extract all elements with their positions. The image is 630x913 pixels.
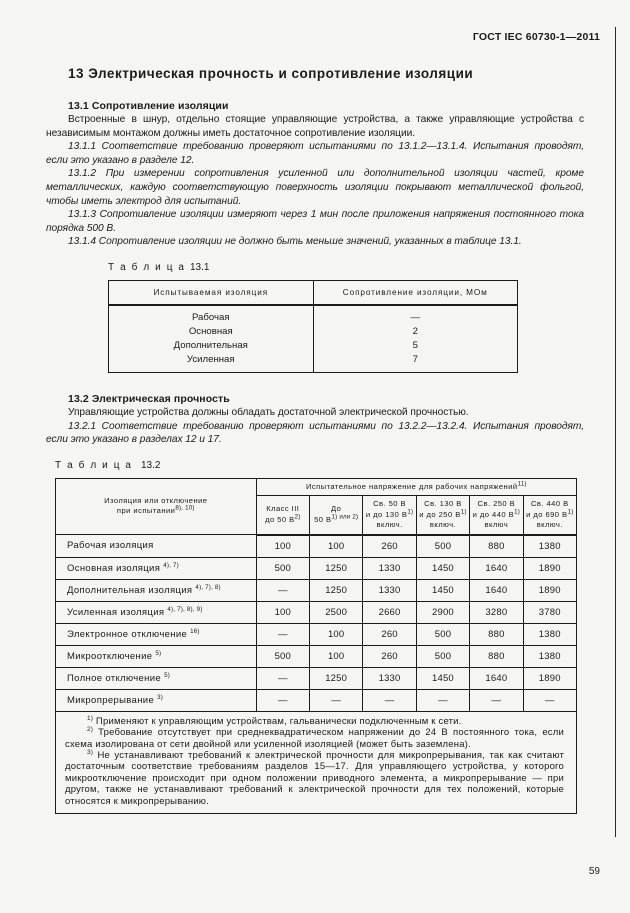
cell-value: 500	[256, 645, 309, 667]
cell-value: 1640	[470, 579, 523, 601]
table-row	[56, 601, 577, 623]
cell-value: 1640	[470, 667, 523, 689]
col-line3: включ.	[429, 520, 457, 530]
table-13-2-col-row-label	[56, 478, 257, 535]
group-title-sup: 11)	[517, 480, 527, 488]
cell-value: 1380	[523, 535, 576, 558]
row-label	[56, 623, 257, 645]
cell-resistance: —	[410, 311, 421, 323]
col-sup: 2)	[294, 513, 301, 521]
row-label-line2: при испытании	[116, 506, 176, 516]
table-13-1-header-row	[109, 280, 518, 305]
table-row	[56, 667, 577, 689]
col-line1: Св. 130 В	[424, 499, 462, 509]
col-line2: до 50 В	[265, 514, 295, 524]
footnote-3	[65, 750, 564, 807]
cell-value: —	[470, 689, 523, 711]
cell-value: 500	[416, 535, 469, 558]
col-line2: и до 440 В	[472, 509, 515, 519]
cell-value: 1330	[363, 579, 416, 601]
cell-value: 880	[470, 623, 523, 645]
col-sup: 1)	[460, 508, 467, 516]
section-title: 13 Электрическая прочность и сопротивление изоляции	[68, 66, 474, 81]
table-13-1-caption	[108, 262, 584, 273]
cell-value: 1330	[363, 557, 416, 579]
cell-value: 1250	[309, 579, 362, 601]
cell-insulation: Дополнительная	[109, 338, 314, 352]
group-title-text: Испытательное напряжение для рабочих напряжений	[305, 481, 518, 491]
cell-value: 260	[363, 645, 416, 667]
paragraph-13-1-3: 13.1.3 Сопротивление изоляции измеряют через 1 мин после приложения напряжения постоянного тока порядка 500 В.	[46, 209, 584, 234]
table-row	[56, 535, 577, 558]
table-13-2-wrapper	[55, 478, 577, 814]
table-13-2	[55, 478, 577, 814]
row-label-sup: 3)	[157, 693, 163, 701]
paragraph-13-1-4: 13.1.4 Сопротивление изоляции не должно быть меньше значений, указанных в таблице 13.1.	[68, 236, 522, 248]
table-row	[56, 645, 577, 667]
cell-value: 1890	[523, 557, 576, 579]
row-label	[56, 579, 257, 601]
footnote-1	[65, 716, 564, 727]
table-13-1-wrapper	[108, 280, 518, 373]
cell-value: 880	[470, 645, 523, 667]
col-line1: Св. 250 В	[477, 499, 516, 509]
table-13-2-col-4	[416, 496, 469, 535]
table-13-1-caption-word: Т а б л и ц а	[108, 261, 186, 273]
col-sup: 1)	[407, 508, 414, 516]
row-label	[56, 689, 257, 711]
row-label-sup: 16)	[190, 627, 200, 635]
col-line1: До	[331, 504, 342, 514]
footnote-2	[65, 727, 564, 750]
table-13-2-col-2	[309, 496, 362, 535]
cell-value: 1450	[416, 579, 469, 601]
footnote-3-text: Не устанавливают требований к электрической прочности для микропрерывания, так как считают достаточным соответствие требованиям разделов 15—17. Для управляющего устройства, у которого микроотключение происходит при одном положении приводного элемента, а микропрерывание — при другом, также не устанавливают требований к электрической прочности для тех положений, которые относятся к микропрерыванию.	[65, 749, 564, 807]
cell-value: 500	[416, 645, 469, 667]
paragraph-13-2-intro: Управляющие устройства должны обладать достаточной электрической прочностью.	[68, 406, 469, 418]
cell-value: 2660	[363, 601, 416, 623]
row-label-text: Усиленная изоляция	[67, 606, 168, 618]
table-13-2-col-6	[523, 496, 576, 535]
cell-value: 500	[416, 623, 469, 645]
cell-value: 1330	[363, 667, 416, 689]
row-label-text: Рабочая изоляция	[67, 540, 154, 552]
col-line2: 50 В	[314, 514, 332, 524]
col-line2: и до 250 В	[419, 509, 461, 519]
cell-value: 3280	[470, 601, 523, 623]
cell-value: —	[416, 689, 469, 711]
col-line3: включ	[484, 520, 509, 530]
cell-value: 1450	[416, 557, 469, 579]
table-row	[109, 324, 518, 338]
cell-value: 2500	[309, 601, 362, 623]
cell-value: 1250	[309, 667, 362, 689]
row-label-sup: 4), 7)	[163, 561, 179, 569]
col-line2: и до 130 В	[365, 509, 408, 519]
cell-value: 880	[470, 535, 523, 558]
cell-value: 500	[256, 557, 309, 579]
row-label	[56, 557, 257, 579]
table-13-2-caption-word: Т а б л и ц а	[55, 459, 133, 471]
footnote-3-marker: 3)	[87, 748, 94, 756]
cell-value: 1380	[523, 645, 576, 667]
cell-value: —	[256, 579, 309, 601]
table-13-1-col-resistance: Сопротивление изоляции, МОм	[313, 280, 518, 305]
row-label	[56, 667, 257, 689]
cell-resistance: 7	[412, 353, 418, 365]
row-label-text: Электронное отключение	[67, 628, 191, 640]
cell-value: 260	[363, 623, 416, 645]
page-number: 59	[588, 866, 600, 877]
table-13-1-caption-number: 13.1	[189, 261, 210, 273]
cell-value: 3780	[523, 601, 576, 623]
cell-value: —	[309, 689, 362, 711]
col-line3: включ.	[376, 520, 403, 530]
paragraph-13-1-intro: Встроенные в шнур, отдельно стоящие управляющие устройства, а также управляющие устройства с независимым монтажом должны иметь достаточное сопротивление изоляции.	[46, 114, 584, 139]
paragraph-13-1-1: 13.1.1 Соответствие требованию проверяют испытаниями по 13.1.2—13.1.4. Испытания проводят, если это указано в разделе 12.	[46, 141, 584, 166]
table-row	[56, 557, 577, 579]
table-row	[109, 305, 518, 325]
cell-value: —	[256, 689, 309, 711]
col-line2: и до 690 В	[526, 509, 568, 519]
row-label-text: Основная изоляция	[67, 562, 164, 574]
cell-resistance: 5	[412, 339, 418, 351]
col-line1: Св. 440 В	[530, 499, 569, 509]
cell-value: 100	[309, 535, 362, 558]
col-sup: 1) или 2)	[331, 513, 359, 521]
col-line1: Св. 50 В	[373, 499, 407, 509]
table-13-2-col-5	[470, 496, 523, 535]
table-13-2-col-1	[256, 496, 309, 535]
table-13-1	[108, 280, 518, 373]
table-row	[56, 579, 577, 601]
cell-value: 100	[309, 623, 362, 645]
cell-value: 1890	[523, 667, 576, 689]
paragraph-13-2-1: 13.2.1 Соответствие требованию проверяют испытаниями по 13.2.2—13.2.4. Испытания проводят, если это указано в разделах 12 и 17.	[46, 420, 584, 446]
cell-resistance: 2	[412, 325, 418, 337]
cell-value: 100	[256, 601, 309, 623]
cell-value: 100	[256, 535, 309, 558]
row-label	[56, 601, 257, 623]
footnote-1-marker: 1)	[87, 714, 94, 722]
table-13-2-caption	[55, 460, 584, 471]
row-label-sup: 5)	[155, 649, 162, 657]
col-line3: включ.	[536, 520, 563, 530]
row-label-text: Полное отключение	[67, 672, 165, 684]
cell-value: 1250	[309, 557, 362, 579]
table-13-2-col-3	[363, 496, 416, 535]
table-row	[109, 338, 518, 352]
footnote-1-text: Применяют к управляющим устройствам, гальванически подключенным к сети.	[93, 715, 462, 727]
table-row	[56, 689, 577, 711]
cell-value: —	[256, 667, 309, 689]
cell-insulation: Усиленная	[109, 352, 314, 372]
table-13-2-caption-number: 13.2	[140, 459, 161, 471]
row-label	[56, 645, 257, 667]
footnote-2-text: Требование отсутствует при среднеквадратическом напряжении до 24 В постоянного тока, если схема изолирована от сети двойной или усиленной изоляцией (может быть заземлена).	[65, 727, 564, 750]
table-13-2-body	[56, 535, 577, 814]
document-standard-header: ГОСТ IEC 60730-1—2011	[472, 31, 600, 43]
row-label-text: Дополнительная изоляция	[67, 584, 196, 596]
page-frame-right-rule	[615, 27, 616, 837]
cell-value: 1450	[416, 667, 469, 689]
cell-insulation: Основная	[109, 324, 314, 338]
cell-value: 100	[309, 645, 362, 667]
table-13-1-col-insulation: Испытываемая изоляция	[109, 280, 314, 305]
row-label-text: Микроотключение	[67, 650, 156, 662]
cell-value: —	[256, 623, 309, 645]
table-13-2-notes-row	[56, 711, 577, 813]
cell-value: 1380	[523, 623, 576, 645]
col-sup: 1)	[567, 508, 574, 516]
table-row	[56, 623, 577, 645]
row-label-sup: 8), 10)	[175, 504, 195, 512]
col-sup: 1)	[514, 508, 521, 516]
page-content	[46, 66, 584, 814]
subsection-13-1-heading: 13.1 Сопротивление изоляции	[68, 100, 229, 112]
table-13-2-header-row-1	[56, 478, 577, 496]
subsection-13-2-heading: 13.2 Электрическая прочность	[68, 392, 230, 405]
row-label-sup: 5)	[164, 671, 170, 679]
row-label-sup: 4), 7), 8), 9)	[167, 605, 203, 613]
cell-value: —	[523, 689, 576, 711]
cell-value: 2900	[416, 601, 469, 623]
row-label-line1: Изоляция или отключение	[104, 495, 208, 505]
table-13-2-notes	[56, 711, 577, 813]
table-13-2-group-title	[256, 478, 576, 496]
cell-value: 1890	[523, 579, 576, 601]
cell-value: —	[363, 689, 416, 711]
table-row	[109, 352, 518, 372]
cell-value: 260	[363, 535, 416, 558]
row-label-sup: 4), 7), 8)	[195, 583, 221, 591]
col-line1: Класс III	[266, 504, 300, 514]
footnote-2-marker: 2)	[87, 725, 94, 733]
paragraph-13-1-2: 13.1.2 При измерении сопротивления усиленной или дополнительной изоляции частей, кроме металлических, каждую соответствующую поверхность изоляции покрывают металлической фольгой, чтобы иметь электрод для испытаний.	[46, 168, 584, 207]
cell-value: 1640	[470, 557, 523, 579]
row-label	[56, 535, 257, 558]
row-label-text: Микропрерывание	[67, 694, 158, 706]
cell-insulation: Рабочая	[109, 305, 314, 325]
